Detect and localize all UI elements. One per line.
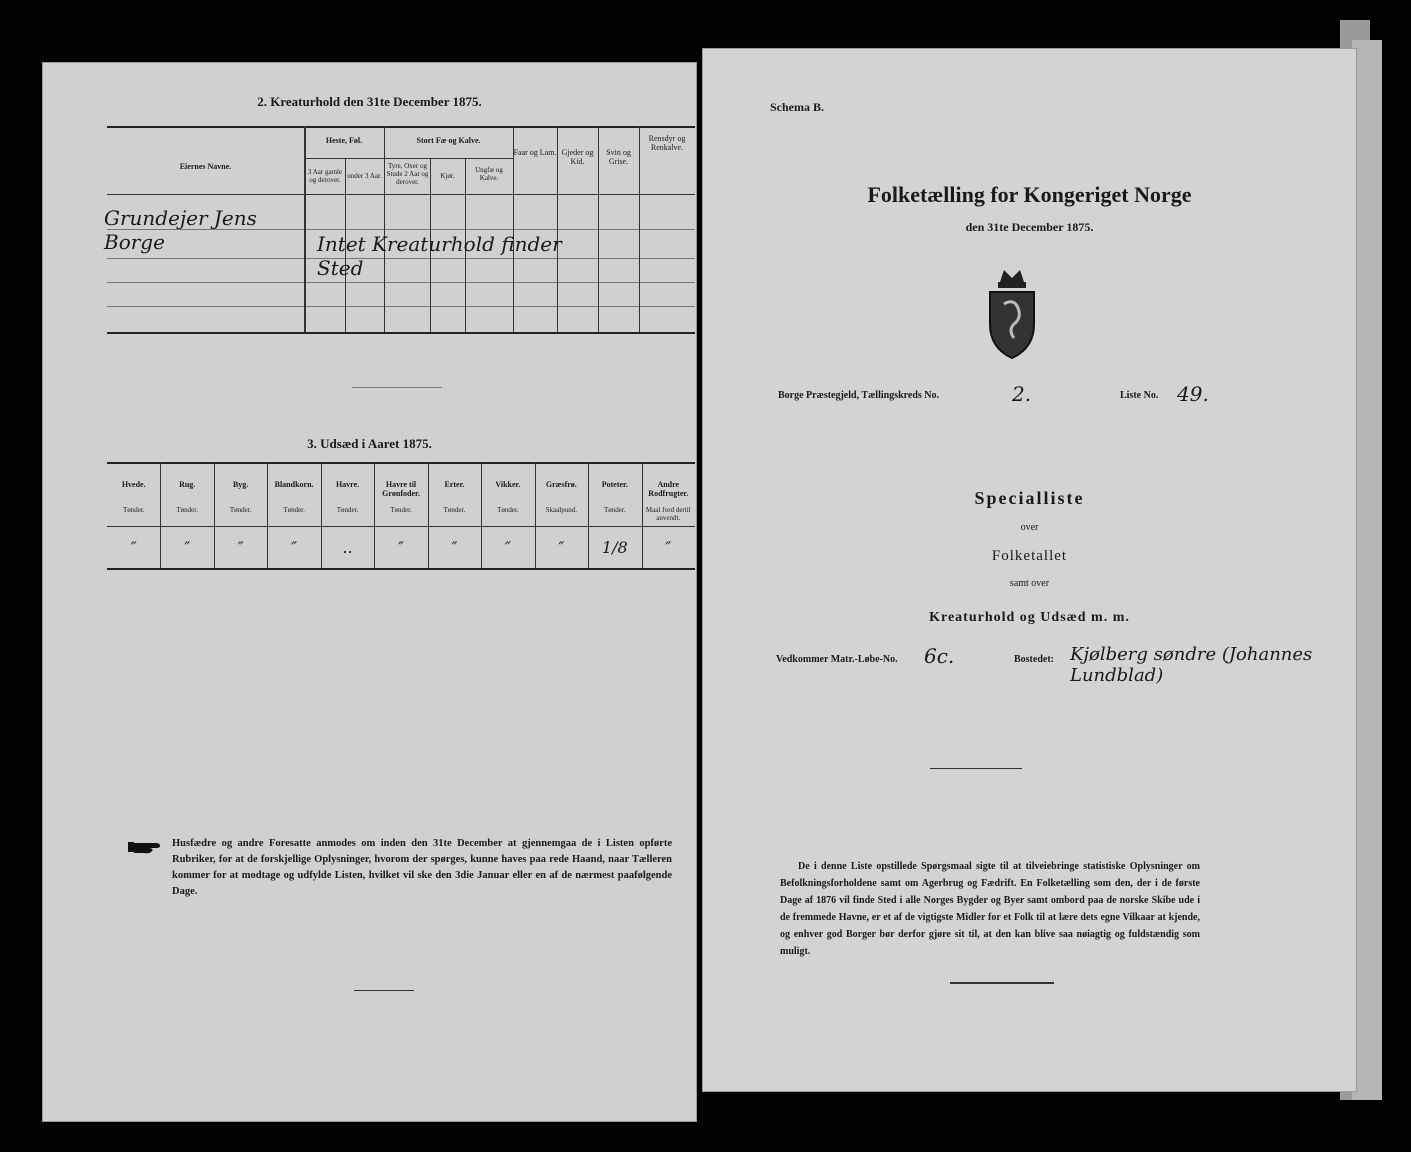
sow-value: ″ <box>184 538 191 557</box>
sow-value: ″ <box>451 538 458 557</box>
owner-entry: Grundejer Jens Borge <box>104 206 257 254</box>
section3-title: 3. Udsæd i Aaret 1875. <box>307 436 432 451</box>
table-rule <box>107 462 695 464</box>
sow-column-unit: Tønder. <box>497 506 519 514</box>
divider <box>354 990 414 991</box>
sow-column-header: Vikker. <box>495 480 521 489</box>
sow-column-unit: Maal Jord dertil anvendt. <box>645 506 691 522</box>
faar-header: Faar og Lam. <box>513 148 557 157</box>
heste-header: Heste, Føl. <box>325 136 363 145</box>
notice-text: Husfædre og andre Foresatte anmodes om inden den 31te December at gjennemgaa de i Listen opførte Rubriker, for at de forskjellige Oplysninger, hvorom der spørges, kunne haves paa rede Haand, naar Tælleren kommer for at modtage og udfylde Listen, hvilket vil ske den 3die Januar eller en af de nærmest paafølgende Dage. <box>172 838 672 897</box>
table-rule <box>304 158 513 159</box>
table-rule <box>107 568 695 570</box>
sow-value: ″ <box>237 538 244 557</box>
table-rule <box>107 282 695 283</box>
sow-column-unit: Skaalpund. <box>545 506 577 514</box>
sow-value: ″ <box>558 538 565 557</box>
sow-column-unit: Tønder. <box>390 506 412 514</box>
sow-column-header: Byg. <box>232 480 249 489</box>
samt-over-label: samt over <box>1009 578 1050 589</box>
left-page <box>42 62 697 1122</box>
heste-a-header: 3 Aar gamle og derover. <box>307 168 343 184</box>
sow-column-header: Rug. <box>179 480 196 489</box>
census-title: Folketælling for Kongeriget Norge <box>867 182 1192 207</box>
schema-label: Schema B. <box>770 100 824 114</box>
pointing-hand-icon <box>126 838 168 856</box>
table-rule <box>107 526 695 527</box>
owner-header: Eiernes Navne. <box>179 162 232 171</box>
matr-label: Vedkommer Matr.-Løbe-No. <box>776 654 898 665</box>
table-col <box>639 126 640 332</box>
sow-value: ″ <box>291 538 298 557</box>
livestock-entry: Intet Kreaturhold finder Sted <box>317 232 562 280</box>
sow-column-header: Andre Rodfrugter. <box>648 480 689 498</box>
sow-value: .. <box>342 538 353 557</box>
census-note: De i denne Liste opstillede Spørgsmaal sigte til at tilveiebringe statistiske Oplysninger om Befolkningsforholdene samt om Agerbrug og Fædrift. En Folketælling som den, der i de første Dage af 1876 vil finde Sted i alle Norges Bygder og Byer samt ombord paa de norske Skibe ude i de fremmede Havne, er et af de vigtigste Midler for et Folk til at lære dets egne Vilkaar at kjende, og enhver god Borger bør derfor gjøre sit til, at den kan blive saa nøiagtig og fuldstændig som muligt. <box>780 861 1200 957</box>
table-col <box>304 126 306 332</box>
liste-no: 49. <box>1177 382 1209 406</box>
bosted-label: Bostedet: <box>1014 654 1054 665</box>
kreds-no: 2. <box>1012 382 1032 406</box>
sow-column-header: Græsfrø. <box>545 480 577 489</box>
sow-column-unit: Tønder. <box>229 506 252 514</box>
bosted-entry: Kjølberg søndre (Johannes Lundblad) <box>1070 644 1313 686</box>
stort-c-header: Ungfæ og Kalve. <box>475 166 503 182</box>
coat-of-arms-icon <box>984 264 1040 360</box>
table-rule <box>107 126 695 128</box>
sow-column-header: Havre. <box>335 480 360 489</box>
sow-column-header: Havre til Grønfoder. <box>382 480 420 498</box>
sow-column-unit: Tønder. <box>604 506 626 514</box>
svin-header: Svin og Grise. <box>606 148 631 166</box>
right-page <box>702 48 1357 1092</box>
divider <box>352 387 442 388</box>
sow-value: ″ <box>665 538 672 557</box>
sow-column-header: Erter. <box>444 480 465 489</box>
sow-value: 1/8 <box>601 538 628 557</box>
sow-column-unit: Tønder. <box>176 506 198 514</box>
table-rule <box>107 332 695 334</box>
sow-column-header: Poteter. <box>601 480 628 489</box>
stort-b-header: Kjør. <box>440 172 455 180</box>
sow-column-unit: Tønder. <box>443 506 466 514</box>
sow-value: ″ <box>398 538 404 557</box>
sow-column-unit: Tønder. <box>336 506 359 514</box>
sow-value: ″ <box>130 538 137 557</box>
sow-column-header: Blandkorn. <box>274 480 314 489</box>
table-rule <box>107 306 695 307</box>
table-col <box>384 126 385 332</box>
kreaturhold-heading: Kreaturhold og Udsæd m. m. <box>929 610 1130 625</box>
sow-value: ″ <box>504 538 511 557</box>
section2-title: 2. Kreaturhold den 31te December 1875. <box>257 94 482 109</box>
matr-no: 6c. <box>924 644 955 668</box>
specialliste-heading: Specialliste <box>974 488 1085 508</box>
divider <box>930 768 1022 769</box>
prestegjeld-label: Borge Præstegjeld, Tællingskreds No. <box>778 390 940 401</box>
sow-column-unit: Tønder. <box>122 506 145 514</box>
table-rule <box>107 194 695 195</box>
sow-column-unit: Tønder. <box>283 506 305 514</box>
stort-a-header: Tyre, Oxer og Stude 2 Aar og derover. <box>386 162 429 186</box>
stort-header: Stort Fæ og Kalve. <box>416 136 481 145</box>
folketallet-heading: Folketallet <box>991 548 1068 564</box>
rensdyr-header: Rensdyr og Renkalve. <box>648 134 686 152</box>
liste-label: Liste No. <box>1120 390 1159 401</box>
over-label: over <box>1020 522 1039 533</box>
sow-column-header: Hvede. <box>121 480 146 489</box>
divider <box>950 982 1054 984</box>
gjeder-header: Gjeder og Kid. <box>561 148 594 166</box>
census-subtitle: den 31te December 1875. <box>965 220 1094 234</box>
heste-b-header: under 3 Aar. <box>347 172 382 180</box>
